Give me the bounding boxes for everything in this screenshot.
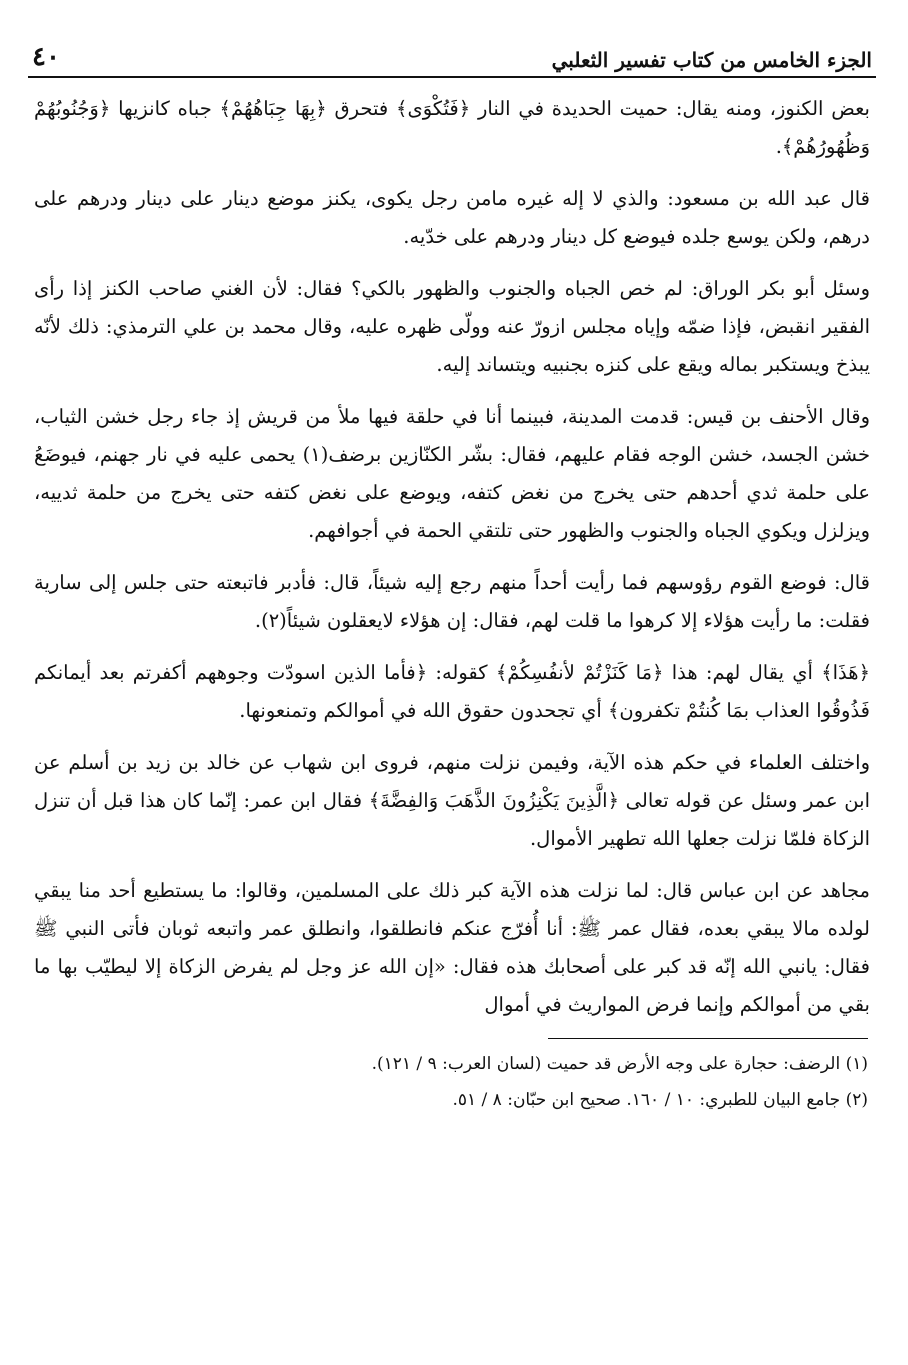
paragraph: واختلف العلماء في حكم هذه الآية، وفيمن نزلت منهم، فروى ابن شهاب عن خالد بن زيد بن أسلم عن ابن عمر وسئل عن قوله تعالى ﴿الَّذِينَ يَكْنِزُونَ الذَّهَبَ وَالفِضَّةَ﴾ فقال ابن عمر: إنّما كان هذا قبل أن تنزل الزكاة فلمّا نزلت جعلها الله تطهير الأموال. <box>34 751 870 850</box>
footnote-separator <box>548 1038 868 1039</box>
paragraph: قال: فوضع القوم رؤوسهم فما رأيت أحداً منهم رجع إليه شيئاً، قال: فأدبر فاتبعته حتى جلس إلى سارية فقلت: ما رأيت هؤلاء إلا كرهوا ما قلت لهم، فقال: إن هؤلاء لايعقلون شيئاً(٢). <box>34 571 870 632</box>
page-number: ٤٠ <box>32 42 60 72</box>
paragraph: قال عبد الله بن مسعود: والذي لا إله غيره مامن رجل يكوى، يكنز موضع دينار على دينار ودرهم على درهم، ولكن يوسع جلده فيوضع كل دينار ودرهم على خدّيه. <box>34 187 870 248</box>
running-title: الجزء الخامس من كتاب تفسير الثعلبي <box>551 48 872 72</box>
running-header <box>28 36 876 78</box>
paragraph: ﴿هَذَا﴾ أي يقال لهم: هذا ﴿مَا كَنَزْتُمْ لأنفُسِكُمْ﴾ كقوله: ﴿فأما الذين اسودّت وجوههم أكفرتم بعد أيمانكم فَذُوقُوا العذاب بمَا كُنتُمْ تكفرون﴾ أي تجحدون حقوق الله في أموالكم وتمنعونها. <box>34 661 870 722</box>
paragraph: وقال الأحنف بن قيس: قدمت المدينة، فبينما أنا في حلقة فيها ملأ من قريش إذ جاء رجل خشن الثياب، خشن الجسد، خشن الوجه فقام عليهم، فقال: بشّر الكنّازين برضف(١) يحمى عليه في نار جهنم، فيوضَعُ على حلمة ثدي أحدهم حتى يخرج من نغض كتفه، ويوضع على نغض كتفه حتى يخرج من حلمة ثدييه، ويزلزل ويكوي الجباه والجنوب والظهور حتى تلتقي الحمة في أجوافهم. <box>34 405 870 542</box>
footnote: (١) الرضف: حجارة على وجه الأرض قد حميت (لسان العرب: ٩ / ١٢١). <box>371 1054 868 1074</box>
paragraph: بعض الكنوز، ومنه يقال: حميت الحديدة في النار ﴿فَتُكْوَى﴾ فتحرق ﴿بِهَا جِبَاهُهُمْ﴾ جباه كانزيها ﴿وَجُنُوبُهُمْ وَظُهُورُهُمْ﴾. <box>34 97 870 158</box>
book-page <box>28 36 876 1345</box>
paragraph: مجاهد عن ابن عباس قال: لما نزلت هذه الآية كبر ذلك على المسلمين، وقالوا: ما يستطيع أحد منا يبقي لولده مالا يبقي بعده، فقال عمر ﷺ: أنا أُفرّج عنكم فانطلقوا، وانطلق عمر واتبعه ثوبان فأتى النبي ﷺ فقال: يانبي الله إنّه قد كبر على أصحابك هذه فقال: «إن الله عز وجل لم يفرض الزكاة إلا ليطيّب بها ما بقي من أموالكم وإنما فرض المواريث في أموال <box>34 879 870 1016</box>
footnotes <box>28 1049 876 1115</box>
paragraph: وسئل أبو بكر الوراق: لم خص الجباه والجنوب والظهور بالكي؟ فقال: لأن الغني صاحب الكنز إذا رأى الفقير انقبض، فإذا ضمّه وإياه مجلس ازورّ عنه وولّى ظهره عليه، وقال محمد بن علي الترمذي: ذلك لأنّه يبذخ ويستكبر بماله ويقع على كنزه بجنبيه ويتساند إليه. <box>34 277 870 376</box>
body-text <box>28 90 876 1024</box>
footnote: (٢) جامع البيان للطبري: ١٠ / ١٦٠. صحيح ابن حبّان: ٨ / ٥١. <box>452 1090 868 1110</box>
